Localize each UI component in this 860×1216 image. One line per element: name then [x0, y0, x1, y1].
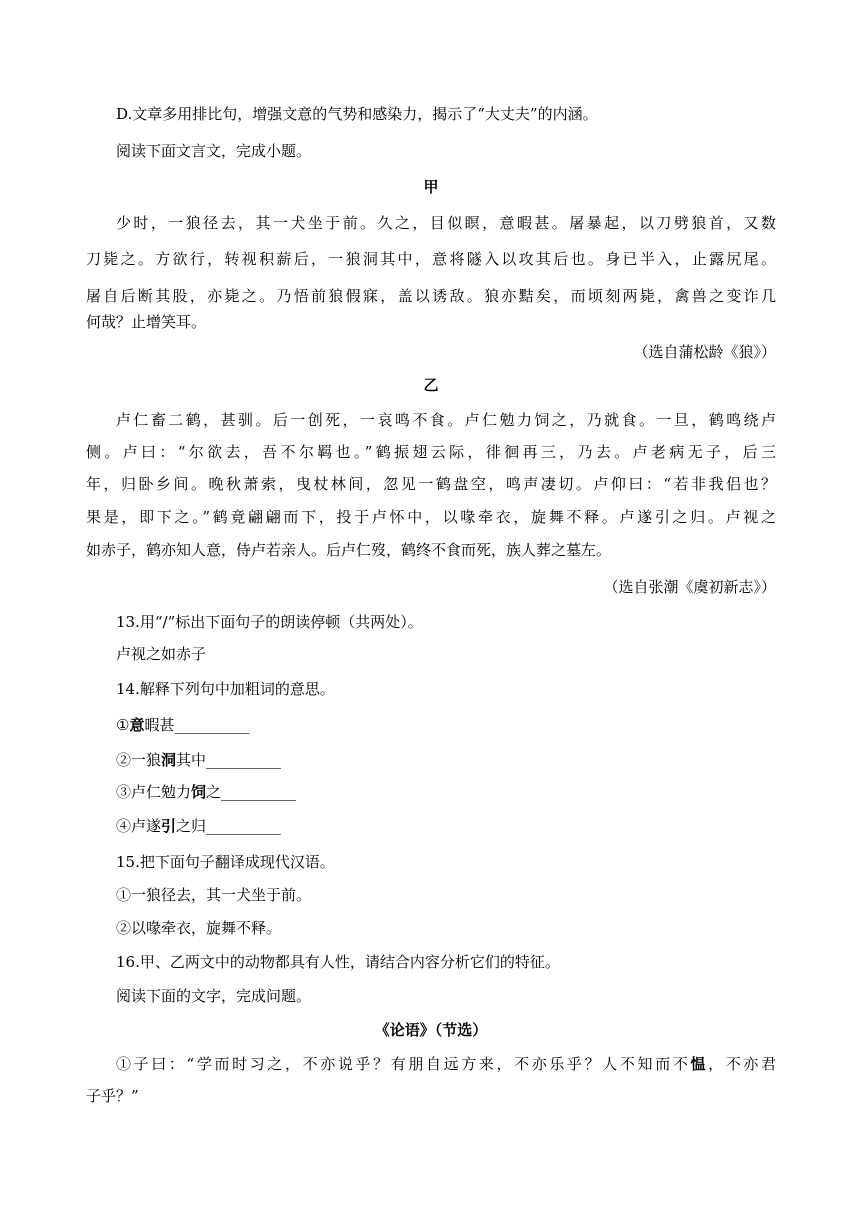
question-16: 16.甲、乙两文中的动物都具有人性，请结合内容分析它们的特征。 [116, 953, 560, 971]
question-15-item-2: ②以喙牵衣，旋舞不释。 [116, 919, 282, 937]
passage-yi-line: 侧。卢曰：“尔欲去，吾不尔羁也。”鹤振翅云际，徘徊再三，乃去。卢老病无子，后三 [86, 443, 776, 461]
question-15: 15.把下面句子翻译成现代汉语。 [116, 853, 335, 871]
passage-jia-line: 少时，一狼径去，其一犬坐于前。久之，目似瞑，意暇甚。屠暴起，以刀劈狼首，又数 [116, 214, 776, 232]
question-14: 14.解释下列句中加粗词的意思。 [116, 680, 335, 698]
lunyu-line: 子乎？” [86, 1087, 139, 1105]
question-13-sentence: 卢视之如赤子 [116, 645, 207, 663]
source-yi: （选自张潮《虞初新志》） [603, 578, 776, 596]
question-14-item-4: ④卢遂引之归__________ [116, 817, 282, 835]
heading-lunyu: 《论语》（节选） [374, 1021, 488, 1039]
question-14-item-1: ①意暇甚__________ [116, 716, 250, 734]
question-14-item-3: ③卢仁勉力饲之__________ [116, 783, 297, 801]
heading-jia: 甲 [423, 178, 439, 196]
passage-yi-line: 如赤子，鹤亦知人意，侍卢若亲人。后卢仁歿，鹤终不食而死，族人葬之墓左。 [86, 541, 612, 559]
instruction-lunyu: 阅读下面的文字，完成问题。 [116, 987, 312, 1005]
question-15-item-1: ①一狼径去，其一犬坐于前。 [116, 886, 312, 904]
option-d: D.文章多用排比句，增强文意的气势和感染力，揭示了“大丈夫”的内涵。 [116, 105, 598, 123]
passage-jia-line: 刀毙之。方欲行，转视积薪后，一狼洞其中，意将隧入以攻其后也。身已半入，止露尻尾。 [86, 250, 776, 268]
instruction-classical: 阅读下面文言文，完成小题。 [116, 142, 312, 160]
lunyu-line: ①子曰：“学而时习之，不亦说乎？有朋自远方来，不亦乐乎？人不知而不愠，不亦君 [116, 1055, 776, 1073]
source-jia: （选自蒲松龄《狼》） [633, 343, 776, 361]
passage-jia-line: 何哉？止增笑耳。 [86, 313, 207, 331]
passage-yi-line: 卢仁畜二鹤，甚驯。后一创死，一哀鸣不食。卢仁勉力饲之，乃就食。一旦，鹤鸣绕卢 [116, 411, 776, 429]
question-13: 13.用“/”标出下面句子的朗读停顿（共两处）。 [116, 613, 423, 631]
passage-yi-line: 年，归卧乡间。晚秋萧索，曳杖林间，忽见一鹤盘空，鸣声凄切。卢仰曰：“若非我侣也？ [86, 475, 776, 493]
passage-jia-line: 屠自后断其股，亦毙之。乃悟前狼假寐，盖以诱敌。狼亦黠矣，而顷刻两毙，禽兽之变诈几 [86, 287, 776, 305]
question-14-item-2: ②一狼洞其中__________ [116, 751, 282, 769]
passage-yi-line: 果是，即下之。”鹤竟翩翩而下，投于卢怀中，以喙牵衣，旋舞不释。卢遂引之归。卢视之 [86, 508, 776, 526]
heading-yi: 乙 [423, 376, 439, 394]
